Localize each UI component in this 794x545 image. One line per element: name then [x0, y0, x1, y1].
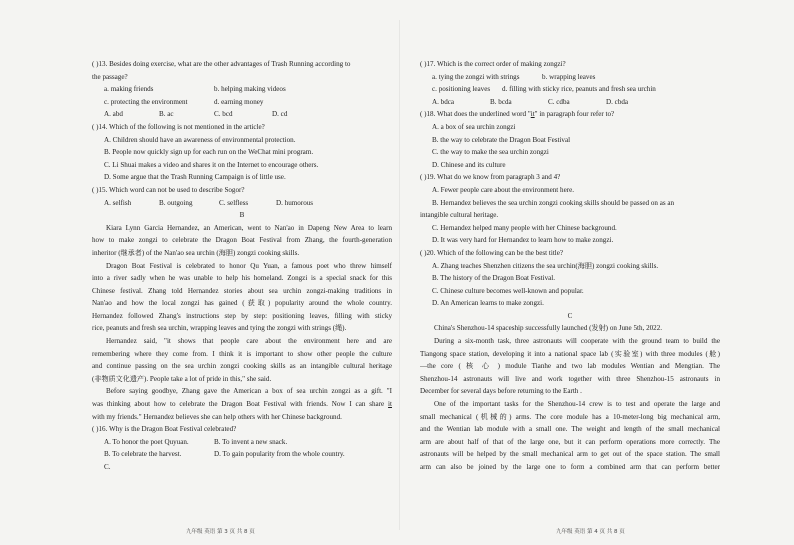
- q17-choice-a: A. bdca: [432, 97, 455, 106]
- passage-b-p3-line: Hernandez said, "it shows that people care about the environment here and are: [106, 337, 392, 346]
- q17-item-b: b. wrapping leaves: [542, 72, 596, 81]
- passage-c-p2-line: One of the important tasks for the Shenzhou-14 crew is to test and operate the large and: [434, 400, 720, 409]
- passage-c-p1-line: December for several days before returning to the Earth .: [420, 387, 582, 396]
- q19-stem: ( )19. What do we know from paragraph 3 and 4?: [420, 173, 561, 182]
- right-page-footer: 九年级 英语 第 4 页 共 8 页: [556, 529, 625, 535]
- q16-choices-row-1: [92, 436, 392, 449]
- passage-c-p1-line: —the core ( 核 心 ) module Tianhe and two lab modules Wentian and Mengtian. The: [420, 362, 720, 371]
- q18-option-c: C. the way to make the sea urchin zongzi: [432, 148, 549, 157]
- q13-choice-a: A. abd: [104, 110, 123, 119]
- q17-choice-b: B. bcda: [490, 97, 512, 106]
- section-c-heading: C: [567, 311, 573, 320]
- q17-stem: ( )17. Which is the correct order of making zongzi?: [420, 60, 566, 68]
- q13-item-a: a. making friends: [104, 85, 154, 94]
- q19-option-b: B. Hernandez believes the sea urchin zongzi cooking skills should be passed on as an: [432, 198, 675, 207]
- passage-b-p4-line: with my friends." Hernandez believes she can help others with her Chinese background.: [92, 412, 342, 421]
- q13-items-row-2: [92, 96, 392, 109]
- passage-b-p4-line: Before saying goodbye, Zhang gave the American a box of sea urchin zongzi as a gift. "I: [106, 387, 392, 396]
- passage-c-p2-line: astronauts will be helped by the small mechanical arm to get out of the space station. The small: [420, 450, 720, 459]
- q13-choice-d: D. cd: [272, 110, 288, 119]
- q19-option-c: C. Hernandez helped many people with her Chinese background.: [432, 223, 617, 232]
- q13-choice-c: C. bcd: [214, 110, 233, 119]
- q13-stem-line-2: the passage?: [92, 72, 128, 81]
- passage-c-p2-line: arm are about half of that of the large one, but it can perform operations more correctly. The: [420, 437, 720, 446]
- passage-b-p2-line: Hernandez followed Zhang's instructions step by step: positioning leaves, filling with sticky: [92, 311, 392, 320]
- passage-b-p2-line: Chinese festival. Zhang told Hernandez stories about sea urchin zongzi-making traditions in: [92, 286, 392, 295]
- q18-stem: [420, 108, 720, 121]
- q15-stem: ( )15. Which word can not be used to describe Sogor?: [92, 185, 245, 194]
- q13-items-row-1: [92, 83, 392, 96]
- passage-b-p4-text: was thinking about how to celebrate the Dragon Boat Festival with friends. Now I can share: [92, 400, 385, 409]
- q18-option-b: B. the way to celebrate the Dragon Boat Festival: [432, 135, 571, 144]
- q16-choices-row-2: [92, 448, 392, 461]
- q19-option-b-cont: intangible cultural heritage.: [420, 211, 499, 220]
- q18-option-d: D. Chinese and its culture: [432, 160, 506, 169]
- passage-b-p3-line: and continue passing on the sea urchin zongzi cooking skills as an intangible cultural heritage: [92, 362, 392, 371]
- passage-b-p2-line: rice, peanuts and fresh sea urchin, wrapping leaves and tying the zongzi with strings (绳).: [92, 324, 347, 333]
- passage-c-p1-line: Tiangong space station, developing it into a national space lab (实验室) with three modules (舱): [420, 349, 720, 358]
- passage-b-p2-line: Nan'ao and how the local zongzi has gained (获取) popularity around the whole country.: [92, 299, 392, 308]
- passage-c-p1-line: Shenzhou-14 astronauts will live and work together with three Shenzhou-15 astronauts in: [420, 374, 720, 383]
- q19-option-a: A. Fewer people care about the environment here.: [432, 185, 575, 194]
- q13-choices: [92, 108, 392, 121]
- passage-b-p2-line: Dragon Boat Festival is celebrated to honor Qu Yuan, a famous poet who threw himself: [106, 261, 392, 270]
- q15-choices: [92, 197, 392, 210]
- q17-choices: [420, 96, 720, 109]
- q18-stem-word: it: [530, 110, 535, 119]
- q17-item-a: a. tying the zongzi with strings: [432, 72, 520, 81]
- q17-item-c: c. positioning leaves: [432, 85, 491, 94]
- q13-stem-line-1: ( )13. Besides doing exercise, what are the other advantages of Trash Running according to: [92, 60, 351, 68]
- passage-b-p1-line: inheritor (继承者) of the Nan'ao sea urchin (海胆) zongzi cooking skills.: [92, 248, 300, 257]
- q14-option-a: A. Children should have an awareness of environmental protection.: [104, 135, 296, 144]
- q20-option-d: D. An American learns to make zongzi.: [432, 299, 544, 308]
- q16-choice-c: B. To celebrate the harvest.: [104, 450, 182, 459]
- q20-stem: ( )20. Which of the following can be the best title?: [420, 248, 564, 257]
- q18-option-a: A. a box of sea urchin zongzi: [432, 122, 516, 131]
- section-b-heading: B: [239, 211, 245, 220]
- underlined-word-it: it: [388, 400, 392, 409]
- page-fold-divider: [399, 20, 400, 530]
- q15-choice-d: D. humorous: [276, 198, 314, 207]
- q17-choice-c: C. cdba: [548, 97, 570, 106]
- q17-items-row-1: [420, 71, 720, 84]
- q18-stem-pre: ( )18. What does the underlined word ": [420, 110, 531, 119]
- passage-c-p2-line: small mechanical (机械的) arms. The core module has a 10-meter-long big mechanical arm,: [420, 412, 720, 421]
- passage-b-p1-line: Kiara Lynn Garcia Hernandez, an American, went to Nan'ao in Dapeng New Area to learn: [106, 223, 392, 232]
- left-page-footer: 九年级 英语 第 3 页 共 8 页: [186, 529, 255, 535]
- q13-item-d: d. earning money: [214, 97, 264, 106]
- q15-choice-a: A. selfish: [104, 198, 132, 207]
- q16-choice-d: D. To gain popularity from the whole country.: [214, 450, 345, 459]
- q18-stem-post: " in paragraph four refer to?: [534, 110, 615, 119]
- q13-item-c: c. protecting the environment: [104, 97, 188, 106]
- q20-option-c: C. Chinese culture becomes well-known and popular.: [432, 286, 584, 295]
- q13-choice-b: B. ac: [159, 110, 174, 119]
- q17-items-row-2: [420, 83, 720, 96]
- q17-item-d: d. filling with sticky rice, peanuts and fresh sea urchin: [502, 85, 656, 94]
- q17-choice-d: D. cbda: [606, 97, 629, 106]
- right-page: [420, 58, 720, 474]
- q13-item-b: b. helping making videos: [214, 85, 286, 94]
- q14-option-c: C. Li Shuai makes a video and shares it on the Internet to encourage others.: [104, 160, 319, 169]
- passage-b-p3-line: (非物质文化遗产). People take a lot of pride in this," she said.: [92, 374, 272, 383]
- passage-b-p4-line: [92, 398, 392, 411]
- q14-stem: ( )14. Which of the following is not mentioned in the article?: [92, 122, 265, 131]
- q16-choice-b: B. To invent a new snack.: [214, 437, 288, 446]
- passage-b-p1-line: how to make zongzi to celebrate the Dragon Boat Festival from Zhang, the fourth-generation: [92, 236, 392, 245]
- passage-b-p2-line: into a river sadly when he was unable to help his homeland. Zongzi is a special snack for this: [92, 274, 392, 283]
- left-page: [92, 58, 392, 474]
- q16-choice-extra: C.: [104, 463, 111, 471]
- q20-option-a: A. Zhang teaches Shenzhen citizens the sea urchin(海胆) zongzi cooking skills.: [432, 261, 659, 270]
- q14-option-d: D. Some argue that the Trash Running Campaign is of little use.: [104, 173, 286, 182]
- passage-c-p2-line: and the Wentian lab module with a small one. The weight and length of the small mechanical: [420, 425, 720, 434]
- q16-choice-a: A. To honor the poet Quyuan.: [104, 437, 189, 446]
- q15-choice-b: B. outgoing: [159, 198, 193, 207]
- q16-stem: ( )16. Why is the Dragon Boat Festival celebrated?: [92, 425, 237, 434]
- passage-b-p3-line: remembering where they come from. I think it is important to show other people the culture: [92, 349, 392, 358]
- q14-option-b: B. People now quickly sign up for each run on the WeChat mini program.: [104, 148, 314, 157]
- q15-choice-c: C. selfless: [219, 198, 249, 207]
- q20-option-b: B. The history of the Dragon Boat Festival.: [432, 274, 556, 283]
- q19-option-d: D. It was very hard for Hernandez to learn how to make zongzi.: [432, 236, 614, 245]
- passage-c-p1-line: During a six-month task, three astronauts will cooperate with the ground team to build the: [434, 337, 720, 346]
- passage-c-p2-line: arm can also be joined by the large one to form a combined arm that can perform better: [420, 463, 720, 471]
- passage-c-headline: China's Shenzhou-14 spaceship successfully launched (发射) on June 5th, 2022.: [434, 324, 663, 333]
